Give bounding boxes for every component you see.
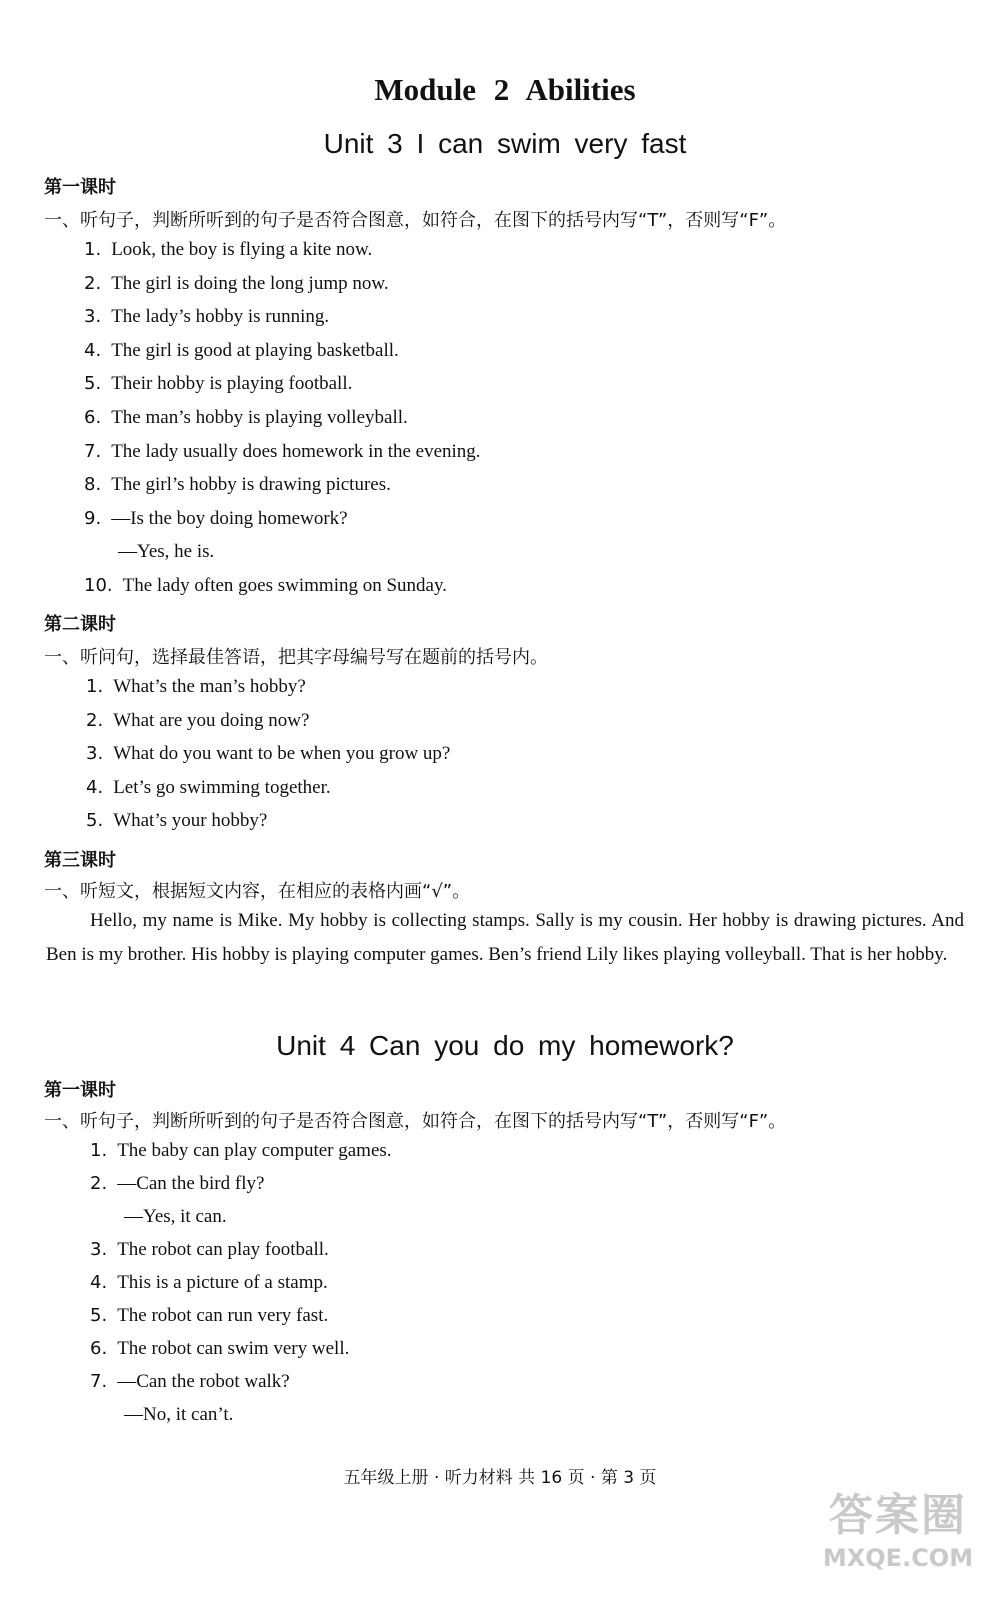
list-item xyxy=(90,1272,328,1294)
unit3-lesson3-label: 第三课时 xyxy=(44,850,116,871)
item-text: The baby can play computer games. xyxy=(117,1140,392,1161)
item-number: 5. xyxy=(86,810,104,831)
item-text: The man’s hobby is playing volleyball. xyxy=(111,407,408,428)
item-text: —Can the robot walk? xyxy=(117,1371,290,1392)
item-number: 6. xyxy=(84,407,102,428)
watermark-url: MXQE.COM xyxy=(822,1544,974,1572)
item-number: 5. xyxy=(90,1305,108,1326)
item-text: The lady’s hobby is running. xyxy=(111,306,330,328)
item-number: 5. xyxy=(84,373,102,395)
list-item xyxy=(86,743,450,765)
watermark-logo-text: 答案圈 xyxy=(829,1490,967,1541)
item-text: —Can the bird fly? xyxy=(117,1173,265,1194)
item-text: The girl is good at playing basketball. xyxy=(111,339,399,361)
list-item xyxy=(84,474,391,496)
unit3-lesson1-instruction: 一、听句子，判断所听到的句子是否符合图意，如符合，在图下的括号内写“T”，否则写“F”。 xyxy=(44,210,787,231)
item-number: 3. xyxy=(86,743,104,764)
unit4-lesson1-instruction: 一、听句子，判断所听到的句子是否符合图意，如符合，在图下的括号内写“T”，否则写“F”。 xyxy=(44,1111,787,1132)
item-number: 1. xyxy=(84,239,102,260)
item-text: What are you doing now? xyxy=(113,709,310,731)
item-number: 9. xyxy=(84,507,102,529)
item-number: 3. xyxy=(90,1239,108,1260)
item-number: 4. xyxy=(90,1272,108,1293)
list-item xyxy=(84,273,389,295)
module-title: Module 2 Abilities xyxy=(374,72,636,107)
item-text: —Yes, he is. xyxy=(118,541,215,563)
list-item xyxy=(90,1239,329,1261)
item-number: 2. xyxy=(84,272,102,294)
unit3-lesson1-label: 第一课时 xyxy=(44,177,116,198)
list-item xyxy=(124,1404,233,1426)
item-text: The lady often goes swimming on Sunday. xyxy=(122,575,448,596)
item-number: 2. xyxy=(90,1173,108,1194)
list-item xyxy=(84,407,408,429)
unit3-lesson3-instruction: 一、听短文，根据短文内容，在相应的表格内画“√”。 xyxy=(44,881,471,902)
item-text: —Yes, it can. xyxy=(124,1206,227,1227)
item-text: The robot can swim very well. xyxy=(117,1338,350,1359)
item-text: The lady usually does homework in the evening. xyxy=(111,440,481,462)
item-text: What’s your hobby? xyxy=(113,810,268,831)
item-number: 4. xyxy=(84,339,102,361)
unit3-lesson2-instruction: 一、听问句，选择最佳答语，把其字母编号写在题前的括号内。 xyxy=(44,647,548,668)
item-number: 3. xyxy=(84,306,102,328)
list-item xyxy=(84,441,481,463)
unit4-title: Unit 4 Can you do my homework? xyxy=(276,1030,734,1061)
item-text: Let’s go swimming together. xyxy=(113,776,331,798)
item-text: Look, the boy is flying a kite now. xyxy=(111,239,373,260)
item-text: What’s the man’s hobby? xyxy=(113,676,306,697)
item-text: Their hobby is playing football. xyxy=(111,373,353,395)
item-number: 1. xyxy=(90,1140,108,1161)
unit3-lesson3-passage: Hello, my name is Mike. My hobby is collecting stamps. Sally is my cousin. Her hobby is drawing pictures. And Ben is my brother. His hobby is playing computer games. Ben’s friend Lily likes playing volleyball. That is her hobby. xyxy=(46,910,964,965)
item-text: The robot can run very fast. xyxy=(117,1305,329,1326)
list-item xyxy=(84,306,329,328)
item-number: 2. xyxy=(86,709,104,731)
list-item xyxy=(124,1206,227,1228)
list-item xyxy=(86,777,331,799)
list-item xyxy=(84,340,399,362)
item-number: 4. xyxy=(86,776,104,798)
list-item xyxy=(86,676,306,698)
unit3-title: Unit 3 I can swim very fast xyxy=(323,128,687,159)
item-text: The girl’s hobby is drawing pictures. xyxy=(111,474,391,496)
list-item xyxy=(86,810,267,832)
item-text: What do you want to be when you grow up? xyxy=(113,743,451,764)
item-number: 7. xyxy=(84,440,102,462)
unit4-lesson1-label: 第一课时 xyxy=(44,1080,116,1101)
page-footer: 五年级上册 · 听力材料 共 16 页 · 第 3 页 xyxy=(343,1468,657,1488)
item-number: 8. xyxy=(84,474,102,496)
item-number: 1. xyxy=(86,676,104,697)
item-text: The robot can play football. xyxy=(117,1239,329,1260)
list-item xyxy=(90,1305,328,1327)
list-item xyxy=(90,1140,392,1162)
list-item xyxy=(90,1173,264,1195)
unit3-lesson2-label: 第二课时 xyxy=(44,614,116,635)
list-item xyxy=(90,1338,349,1360)
list-item xyxy=(118,541,214,563)
item-number: 6. xyxy=(90,1338,108,1359)
item-number: 7. xyxy=(90,1371,108,1392)
item-text: This is a picture of a stamp. xyxy=(117,1272,328,1293)
list-item xyxy=(90,1371,290,1393)
item-text: —No, it can’t. xyxy=(124,1404,234,1425)
item-text: The girl is doing the long jump now. xyxy=(111,272,389,294)
list-item xyxy=(84,239,372,261)
list-item xyxy=(84,508,348,530)
list-item xyxy=(86,710,309,732)
list-item xyxy=(84,373,352,395)
list-item xyxy=(84,575,447,597)
item-text: —Is the boy doing homework? xyxy=(111,507,348,529)
item-number: 10. xyxy=(84,575,113,596)
watermark-logo xyxy=(808,1488,988,1588)
